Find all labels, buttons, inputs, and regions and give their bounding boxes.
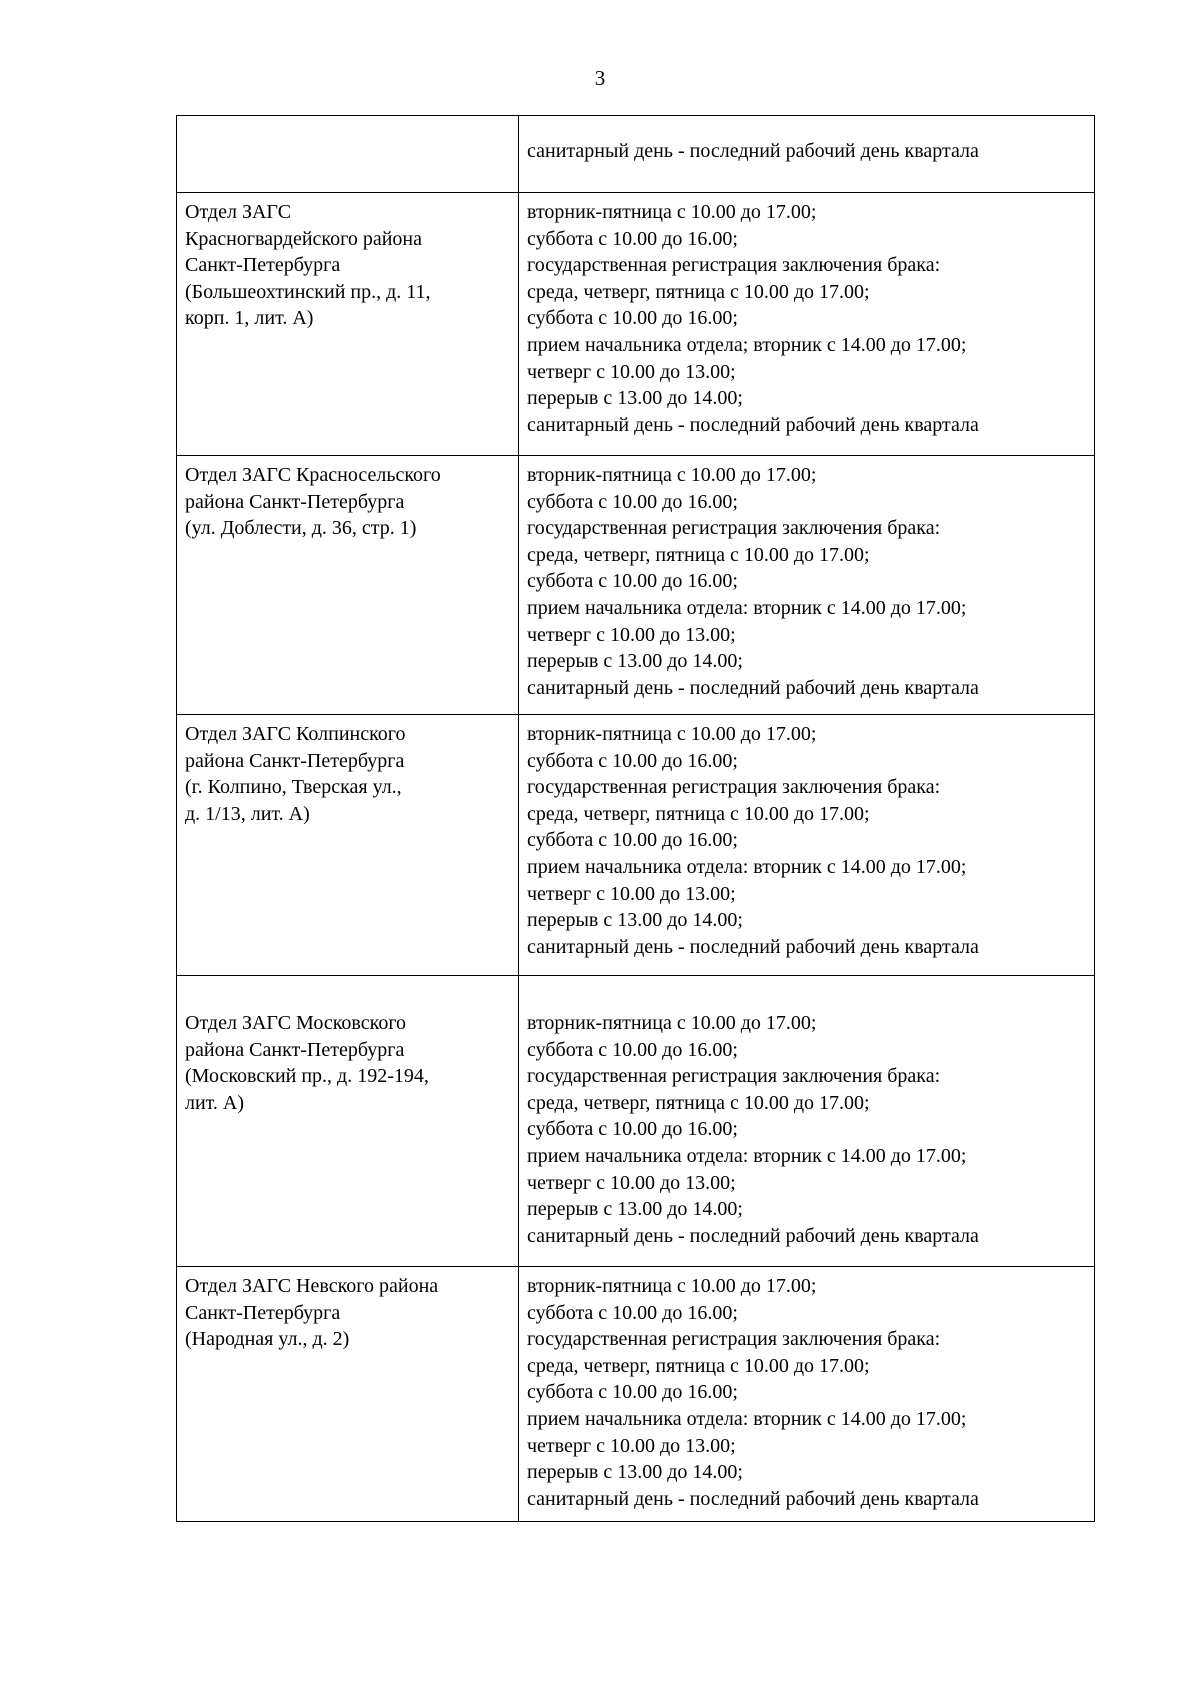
office-line: Красногвардейского района (185, 227, 422, 250)
hours-line: среда, четверг, пятница с 10.00 до 17.00; (527, 280, 870, 303)
hours-line: государственная регистрация заключения брака: (527, 776, 941, 799)
hours-line: четверг с 10.00 до 13.00; (527, 360, 736, 383)
hours-line: государственная регистрация заключения брака: (527, 254, 941, 277)
table-row (177, 456, 1095, 715)
hours-cell (519, 193, 1095, 456)
hours-line: вторник-пятница с 10.00 до 17.00; (527, 201, 817, 223)
hours-line: государственная регистрация заключения брака: (527, 1328, 941, 1351)
office-line: д. 1/13, лит. А) (185, 802, 310, 825)
table-row (177, 976, 1095, 1267)
hours-line: прием начальника отдела: вторник с 14.00 до 17.00; (527, 855, 967, 878)
office-cell (177, 715, 519, 976)
hours-cell (519, 715, 1095, 976)
hours-line: санитарный день - последний рабочий день квартала (527, 935, 979, 958)
office-cell (177, 456, 519, 715)
hours-line: вторник-пятница с 10.00 до 17.00; (527, 723, 817, 745)
hours-line: государственная регистрация заключения брака: (527, 1065, 941, 1088)
hours-line: среда, четверг, пятница с 10.00 до 17.00; (527, 1354, 870, 1377)
hours-line: вторник-пятница с 10.00 до 17.00; (527, 1275, 817, 1297)
hours-line: санитарный день - последний рабочий день квартала (527, 140, 979, 162)
hours-line: санитарный день - последний рабочий день квартала (527, 1487, 979, 1510)
hours-cell (519, 976, 1095, 1267)
office-cell (177, 116, 519, 193)
hours-line: четверг с 10.00 до 13.00; (527, 1434, 736, 1457)
hours-line: государственная регистрация заключения брака: (527, 517, 941, 540)
office-line: района Санкт-Петербурга (185, 490, 405, 513)
schedule-table (176, 115, 1095, 1522)
office-cell (177, 193, 519, 456)
hours-line: прием начальника отдела: вторник с 14.00 до 17.00; (527, 596, 967, 619)
hours-line: четверг с 10.00 до 13.00; (527, 623, 736, 646)
hours-cell (519, 1267, 1095, 1522)
hours-line: прием начальника отдела; вторник с 14.00 до 17.00; (527, 333, 967, 356)
office-line: Отдел ЗАГС Красносельского (185, 464, 441, 486)
hours-cell (519, 116, 1095, 193)
hours-line: прием начальника отдела: вторник с 14.00 до 17.00; (527, 1407, 967, 1430)
hours-line: санитарный день - последний рабочий день квартала (527, 1224, 979, 1247)
office-line: лит. А) (185, 1091, 245, 1114)
hours-line: перерыв с 13.00 до 14.00; (527, 1198, 743, 1221)
hours-line: перерыв с 13.00 до 14.00; (527, 650, 743, 673)
office-line: (ул. Доблести, д. 36, стр. 1) (185, 517, 417, 540)
page-number: 3 (594, 66, 606, 90)
hours-line: суббота с 10.00 до 16.00; (527, 1038, 738, 1061)
hours-line: прием начальника отдела: вторник с 14.00 до 17.00; (527, 1144, 967, 1167)
hours-line: суббота с 10.00 до 16.00; (527, 227, 738, 250)
office-line: Отдел ЗАГС Московского (185, 1012, 407, 1034)
hours-line: суббота с 10.00 до 16.00; (527, 749, 738, 772)
hours-line: вторник-пятница с 10.00 до 17.00; (527, 464, 817, 486)
office-line: Санкт-Петербурга (185, 1301, 341, 1324)
office-line: района Санкт-Петербурга (185, 749, 405, 772)
office-line: Отдел ЗАГС Колпинского (185, 723, 406, 745)
hours-cell (519, 456, 1095, 715)
table-row (177, 715, 1095, 976)
hours-line: вторник-пятница с 10.00 до 17.00; (527, 1012, 817, 1034)
office-line: Отдел ЗАГС (185, 201, 292, 223)
office-line: Отдел ЗАГС Невского района (185, 1275, 439, 1297)
hours-line: суббота с 10.00 до 16.00; (527, 570, 738, 593)
table-row (177, 193, 1095, 456)
office-cell (177, 1267, 519, 1522)
hours-line: суббота с 10.00 до 16.00; (527, 1301, 738, 1324)
office-line: (Большеохтинский пр., д. 11, (185, 280, 431, 303)
table-row (177, 116, 1095, 193)
office-cell (177, 976, 519, 1267)
table-row (177, 1267, 1095, 1522)
office-line: (Народная ул., д. 2) (185, 1328, 350, 1351)
office-line: (г. Колпино, Тверская ул., (185, 776, 402, 799)
hours-line: среда, четверг, пятница с 10.00 до 17.00; (527, 1091, 870, 1114)
hours-line: суббота с 10.00 до 16.00; (527, 1118, 738, 1141)
hours-line: суббота с 10.00 до 16.00; (527, 1381, 738, 1404)
hours-line: четверг с 10.00 до 13.00; (527, 882, 736, 905)
office-line: корп. 1, лит. А) (185, 307, 314, 330)
hours-line: перерыв с 13.00 до 14.00; (527, 387, 743, 410)
hours-line: суббота с 10.00 до 16.00; (527, 307, 738, 330)
hours-line: суббота с 10.00 до 16.00; (527, 829, 738, 852)
hours-line: четверг с 10.00 до 13.00; (527, 1171, 736, 1194)
hours-line: среда, четверг, пятница с 10.00 до 17.00; (527, 802, 870, 825)
hours-line: перерыв с 13.00 до 14.00; (527, 1461, 743, 1484)
office-line: Санкт-Петербурга (185, 254, 341, 277)
schedule-table-body (177, 116, 1095, 1522)
office-line: района Санкт-Петербурга (185, 1038, 405, 1061)
office-line: (Московский пр., д. 192-194, (185, 1065, 429, 1088)
hours-line: санитарный день - последний рабочий день квартала (527, 676, 979, 699)
hours-line: среда, четверг, пятница с 10.00 до 17.00; (527, 543, 870, 566)
hours-line: суббота с 10.00 до 16.00; (527, 490, 738, 513)
hours-line: санитарный день - последний рабочий день квартала (527, 413, 979, 436)
hours-line: перерыв с 13.00 до 14.00; (527, 909, 743, 932)
